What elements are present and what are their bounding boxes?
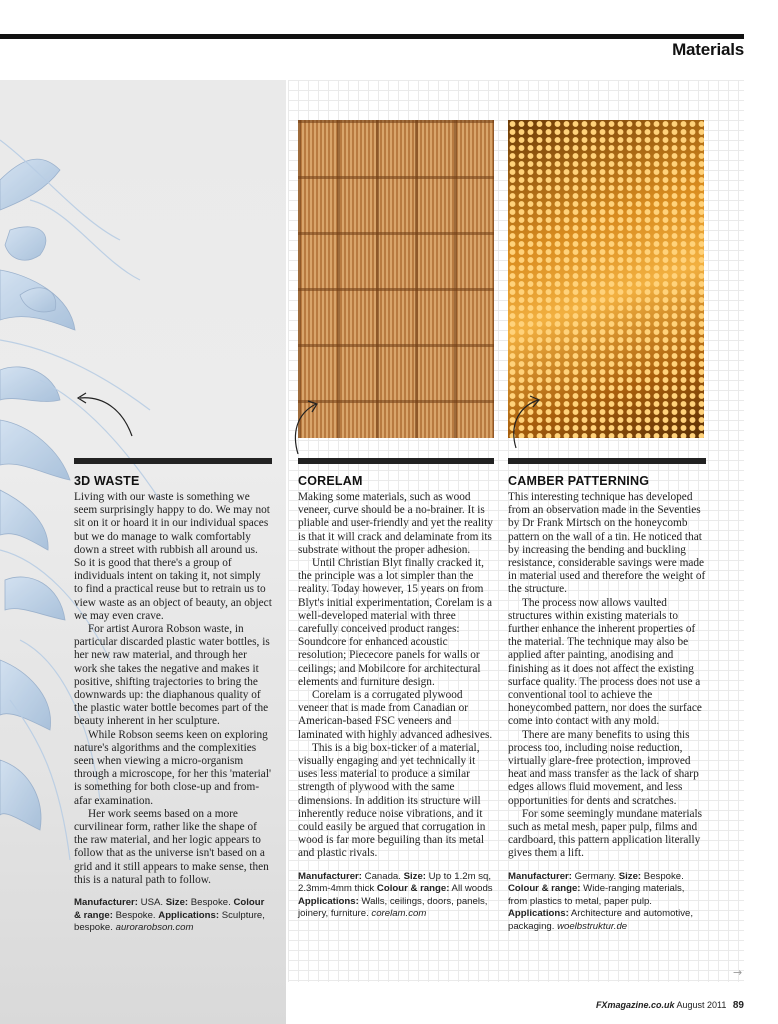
article-body (298, 491, 494, 861)
meta-value: Architecture and automotive, packaging. (508, 908, 694, 933)
paragraph: This is a big box-ticker of a material, visually engaging and yet technically it uses less material to produce a similar strength of plywood with the same dimensions. In addition its structure will inherently reduce noise vibrations, and it could easily be argued that corrugation in wood is far more beguiling than its metal and plastic rivals. (298, 741, 486, 860)
meta-value: Up to 1.2m sq, 2.3mm-4mm thick (298, 870, 492, 895)
meta-label: Applications: (158, 909, 220, 921)
meta-label: Colour & range: (376, 883, 450, 895)
meta-label: Size: (165, 897, 189, 909)
paragraph: This interesting technique has developed from an observation made in the Seventies by Dr Frank Mirtsch on the honeycomb pattern on the wall of a tin. He noticed that by increasing the bending and buckling resistance, considerable savings were made in material used and therefore the weight of the structure. (508, 491, 706, 596)
paragraph: For artist Aurora Robson waste, in particular discarded plastic water bottles, is her new raw material, and through her work she takes the negative and makes it positive, shifting trajectories to bring the downwards up: the diaphanous quality of the plastic water bottle becomes part of the beauty inherent in her sculpture. (74, 623, 270, 728)
meta-label: Size: (403, 870, 426, 882)
section-title: Materials (672, 40, 744, 59)
curved-arrow-icon (288, 396, 328, 458)
meta-value: Canada. (361, 870, 404, 882)
corelam-photo (298, 120, 494, 438)
article-body (508, 491, 706, 861)
top-rule (0, 34, 744, 39)
footer-date: August 2011 (676, 1000, 727, 1010)
paragraph: Making some materials, such as wood veneer, curve should be a no-brainer. It is pliable and user-friendly and yet the reality is that it will crack and delaminate from its substrate without the proper adhesion. (298, 491, 493, 556)
paragraph: For some seemingly mundane materials such as metal mesh, paper pulp, films and cardboard, this pattern application literally gives them a lift. (508, 807, 703, 860)
meta-value: Bespoke. (188, 897, 234, 909)
website-link[interactable]: aurorarobson.com (115, 922, 194, 934)
article-meta (298, 871, 494, 921)
website-link[interactable]: corelam.com (371, 908, 427, 920)
page-footer (596, 1000, 744, 1011)
article-3d-waste (74, 474, 272, 935)
article-corelam (298, 474, 494, 921)
column-rule (74, 458, 272, 464)
meta-value: All woods (449, 883, 493, 895)
meta-value: Germany. (571, 870, 619, 882)
paragraph: There are many benefits to using this process too, including noise reduction, virtually glare-free protection, improved heat and mass transfer as the lack of sharp edges allows fluid movement, and less opportunities for dents and scratches. (508, 728, 699, 807)
curved-arrow-icon (72, 388, 136, 440)
article-meta (74, 897, 272, 935)
column-rule (298, 458, 494, 464)
meta-value: Sculpture, bespoke. (74, 909, 265, 934)
paragraph: Her work seems based on a more curvilinear form, rather like the shape of the raw material, and her logic appears to follow that as the universe isn't based on a grid and it still appears to make sense, then this is a natural path to follow. (74, 807, 269, 886)
meta-label: Applications: (508, 908, 569, 920)
footer-site: FXmagazine.co.uk (595, 1000, 675, 1010)
article-title: CORELAM (298, 474, 363, 488)
article-body (74, 491, 272, 887)
meta-label: Manufacturer: (298, 870, 362, 882)
article-title: CAMBER PATTERNING (508, 474, 650, 488)
meta-label: Applications: (298, 895, 359, 907)
article-title: 3D WASTE (74, 474, 140, 488)
paragraph: Until Christian Blyt finally cracked it, the principle was a lot simpler than the reality. Today however, 15 years on from Blyt's initial experimentation, Corelam is a well-developed material with three carefully conceived product ranges: Soundcore for enhanced acoustic resolution; Piececore panels for walls or ceilings; and Mobilcore for architectural elements and furniture design. (298, 557, 493, 688)
meta-label: Size: (618, 870, 642, 882)
meta-label: Manufacturer: (74, 897, 138, 909)
meta-value: USA. (137, 897, 166, 909)
meta-value: Bespoke. (641, 870, 684, 882)
camber-patterning-photo (508, 120, 704, 438)
article-meta (508, 871, 706, 934)
paragraph: The process now allows vaulted structures within existing materials to further enhance the inherent properties of the material. The technique may also be applied after painting, anodising and finishing as it does not affect the existing surface quality. The process does not use a conventional tool to achieve the honeycombed pattern, nor does the surface come into contact with any mold. (508, 596, 702, 728)
meta-label: Manufacturer: (508, 870, 572, 882)
meta-label: Colour & range: (74, 897, 265, 921)
meta-value: Bespoke. (112, 909, 159, 921)
article-camber-patterning (508, 474, 706, 934)
column-rule (508, 458, 706, 464)
paragraph: Living with our waste is something we seem surprisingly happy to do. We may not sit on it or hoard it in our individual spaces but we do manage to walk comfortably down a street with rubbish all around us. So it is good that there's a group of individuals intent on taking it, not simply to find a practical reuse but to retrain us to view waste as an object of beauty, an object we may even crave. (74, 491, 272, 622)
curved-arrow-icon (508, 392, 548, 452)
paragraph: While Robson seems keen on exploring nature's algorithms and the complexities seen when viewing a micro-organism through a microscope, for her this 'material' is something for both close-up and from-afar examination. (74, 728, 271, 807)
website-link[interactable]: woelbstruktur.de (557, 921, 628, 933)
arrow-right-icon: → (733, 966, 743, 979)
page-number: 89 (732, 1000, 744, 1011)
meta-value: Walls, ceilings, doors, panels, joinery, furniture. (298, 895, 488, 920)
paragraph: Corelam is a corrugated plywood veneer that is made from Canadian or American-based FSC veneers and laminated with highly advanced adhesives. (298, 689, 493, 741)
meta-label: Colour & range: (508, 883, 581, 895)
meta-value: Wide-ranging materials, from plastics to metal, paper pulp. (508, 883, 685, 907)
